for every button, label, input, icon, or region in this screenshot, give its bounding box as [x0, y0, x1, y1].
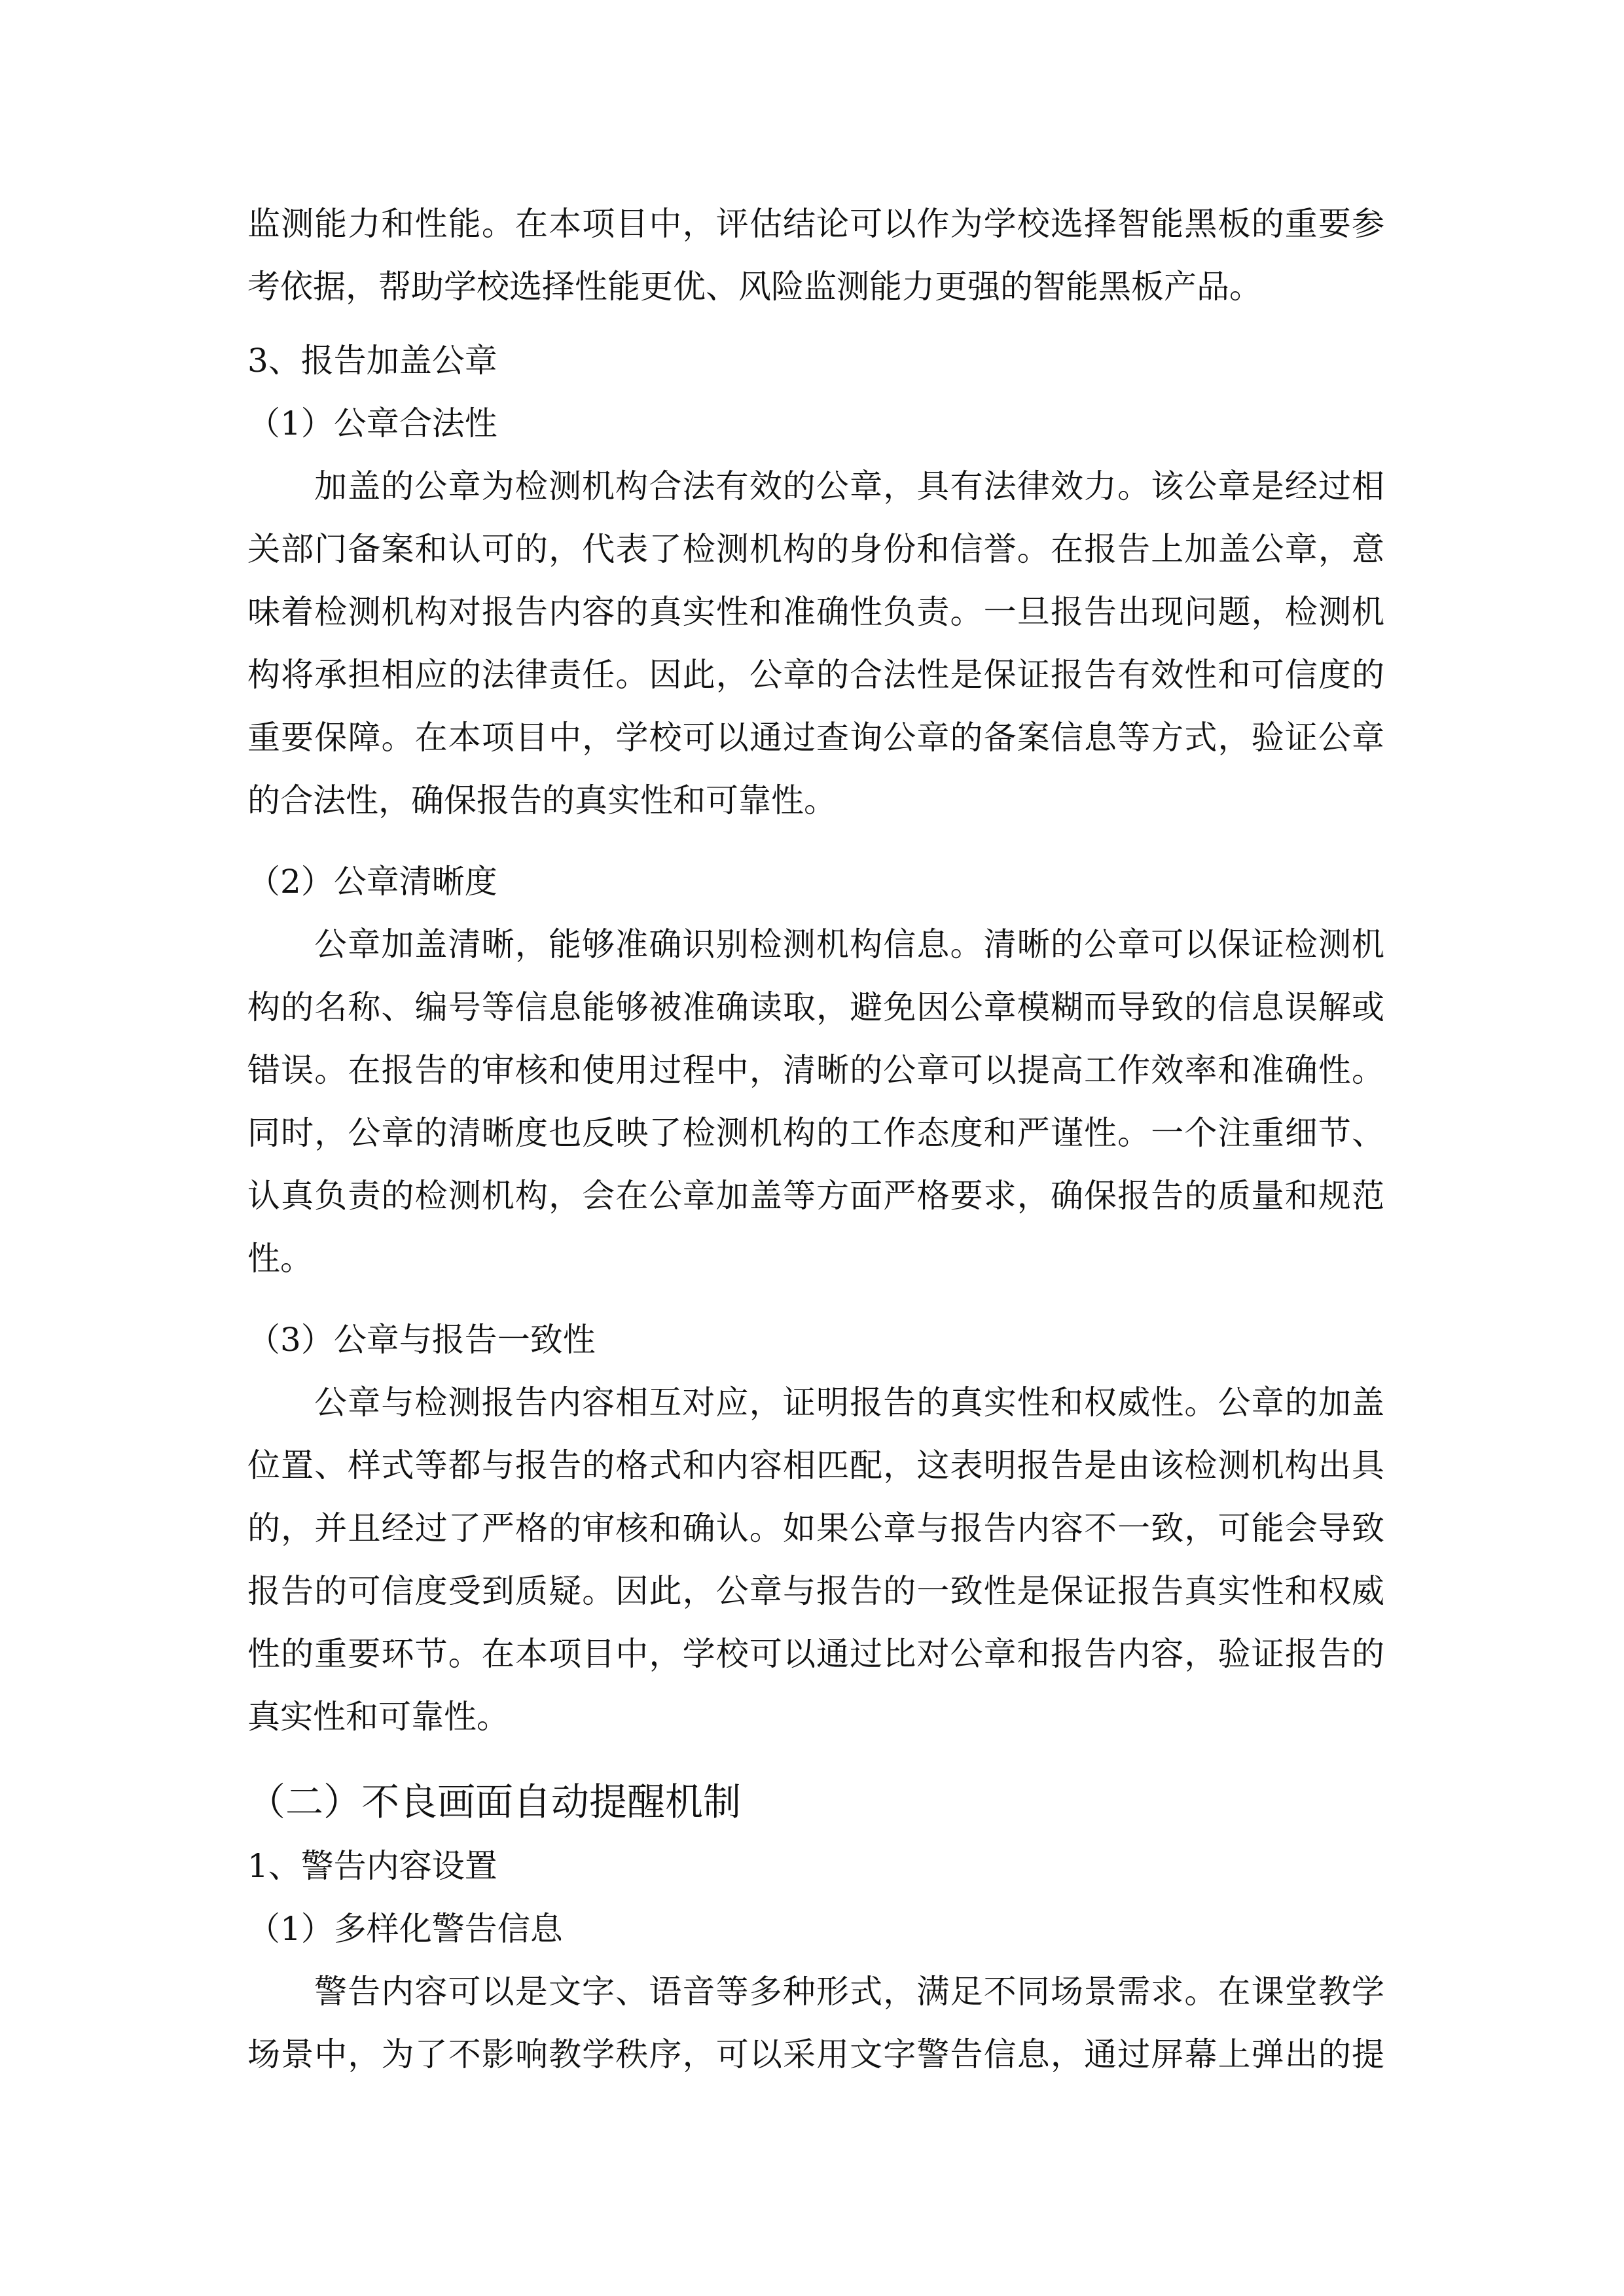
paragraph-line: 重要保障。在本项目中，学校可以通过查询公章的备案信息等方式，验证公章: [247, 719, 1384, 757]
section-heading: 1、警告内容设置: [247, 1847, 497, 1885]
paragraph-line: 构的名称、编号等信息能够被准确读取，避免因公章模糊而导致的信息误解或: [247, 988, 1384, 1026]
paragraph-line: 的合法性，确保报告的真实性和可靠性。: [247, 781, 837, 819]
paragraph-line: 味着检测机构对报告内容的真实性和准确性负责。一旦报告出现问题，检测机: [247, 593, 1384, 631]
paragraph-line: 真实性和可靠性。: [247, 1698, 509, 1736]
subsection-heading: （2）公章清晰度: [247, 863, 497, 901]
body-paragraph: [247, 455, 1384, 832]
paragraph-line: 性的重要环节。在本项目中，学校可以通过比对公章和报告内容，验证报告的: [247, 1635, 1384, 1673]
paragraph-line: 公章与检测报告内容相互对应，证明报告的真实性和权威性。公章的加盖: [314, 1384, 1384, 1422]
paragraph-line: 场景中，为了不影响教学秩序，可以采用文字警告信息，通过屏幕上弹出的提: [247, 2036, 1384, 2073]
subsection-heading: （3）公章与报告一致性: [247, 1321, 596, 1359]
paragraph-line: 的，并且经过了严格的审核和确认。如果公章与报告内容不一致，可能会导致: [247, 1509, 1384, 1547]
section-heading: 3、报告加盖公章: [247, 342, 497, 380]
paragraph-line: 报告的可信度受到质疑。因此，公章与报告的一致性是保证报告真实性和权威: [247, 1572, 1384, 1610]
subsection-heading: （1）公章合法性: [247, 404, 497, 442]
paragraph-line: 同时，公章的清晰度也反映了检测机构的工作态度和严谨性。一个注重细节、: [247, 1114, 1384, 1152]
paragraph-line: 位置、样式等都与报告的格式和内容相匹配，这表明报告是由该检测机构出具: [247, 1446, 1384, 1484]
paragraph-line: 加盖的公章为检测机构合法有效的公章，具有法律效力。该公章是经过相: [314, 467, 1384, 505]
body-paragraph: [247, 1371, 1384, 1748]
continuation-paragraph: [247, 192, 1384, 318]
body-paragraph: [247, 1960, 1384, 2086]
paragraph-line: 认真负责的检测机构，会在公章加盖等方面严格要求，确保报告的质量和规范: [247, 1177, 1384, 1215]
paragraph-line: 错误。在报告的审核和使用过程中，清晰的公章可以提高工作效率和准确性。: [247, 1051, 1384, 1089]
chapter-heading: （二）不良画面自动提醒机制: [247, 1780, 742, 1824]
paragraph-line: 关部门备案和认可的，代表了检测机构的身份和信誉。在报告上加盖公章，意: [247, 530, 1384, 568]
paragraph-line: 考依据，帮助学校选择性能更优、风险监测能力更强的智能黑板产品。: [247, 268, 1262, 306]
paragraph-line: 监测能力和性能。在本项目中，评估结论可以作为学校选择智能黑板的重要参: [247, 205, 1384, 243]
subsection-heading: （1）多样化警告信息: [247, 1910, 563, 1948]
body-paragraph: [247, 913, 1384, 1290]
paragraph-line: 警告内容可以是文字、语音等多种形式，满足不同场景需求。在课堂教学: [314, 1973, 1384, 2011]
page-content: [247, 192, 1384, 2086]
paragraph-line: 性。: [247, 1240, 313, 1278]
paragraph-line: 公章加盖清晰，能够准确识别检测机构信息。清晰的公章可以保证检测机: [314, 925, 1384, 963]
paragraph-line: 构将承担相应的法律责任。因此，公章的合法性是保证报告有效性和可信度的: [247, 656, 1384, 694]
